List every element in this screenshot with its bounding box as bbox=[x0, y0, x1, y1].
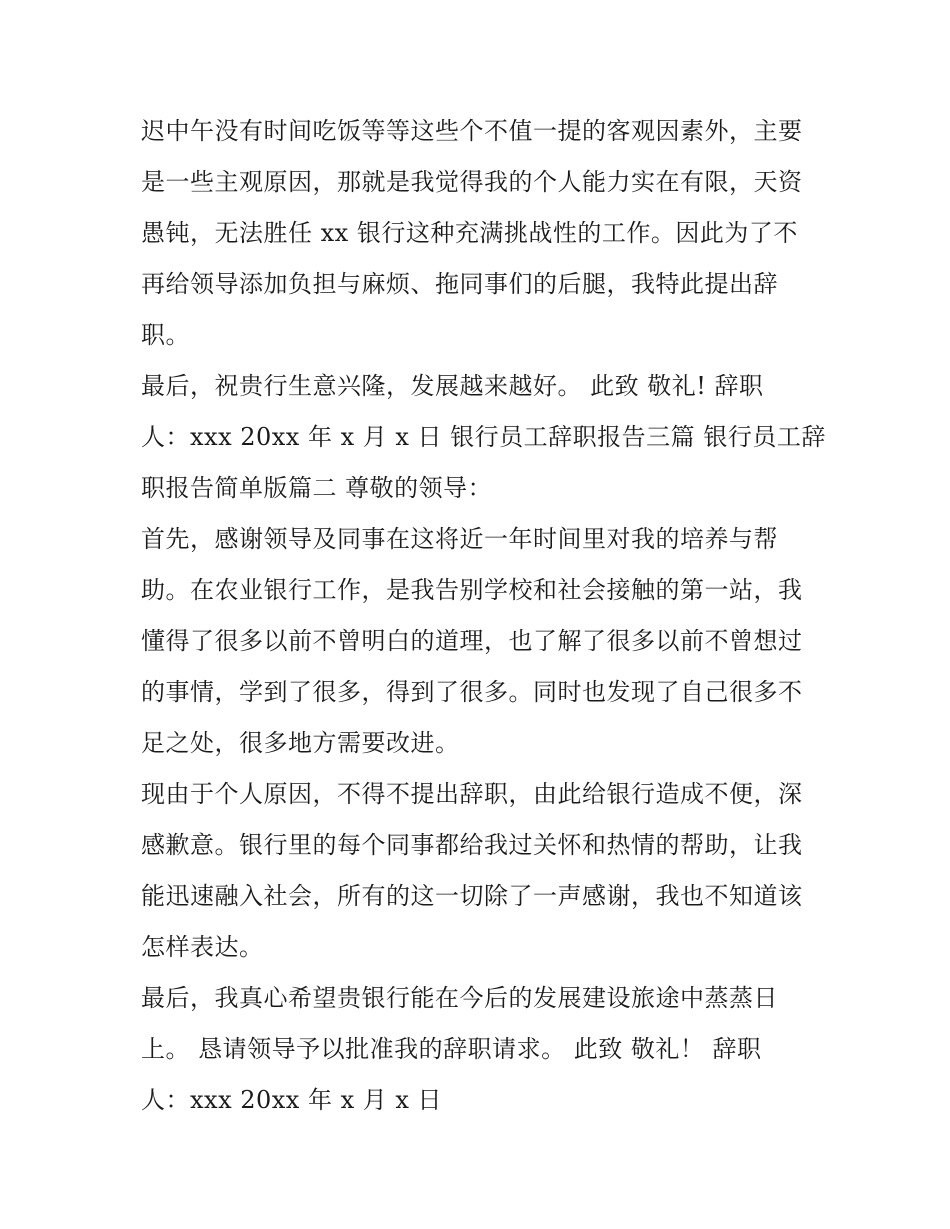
text-line: 最后，祝贵行生意兴隆，发展越来越好。 此致 敬礼! 辞职 bbox=[141, 372, 764, 400]
text-line: 助。在农业银行工作，是我告别学校和社会接触的第一站，我 bbox=[141, 576, 803, 604]
text-line: 最后，我真心希望贵银行能在今后的发展建设旅途中蒸蒸日 bbox=[141, 984, 778, 1012]
text-line: 再给领导添加负担与麻烦、拖同事们的后腿，我特此提出辞 bbox=[141, 270, 778, 298]
text-line: 职报告简单版篇二 尊敬的领导： bbox=[141, 474, 493, 502]
text-line: 能迅速融入社会，所有的这一切除了一声感谢，我也不知道该 bbox=[141, 882, 803, 910]
text-line: 足之处，很多地方需要改进。 bbox=[141, 729, 460, 757]
text-line: 上。 恳请领导予以批准我的辞职请求。 此致 敬礼！ 辞职 bbox=[141, 1035, 762, 1063]
text-line: 首先，感谢领导及同事在这将近一年时间里对我的培养与帮 bbox=[141, 525, 778, 553]
text-line: 迟中午没有时间吃饭等等这些个不值一提的客观因素外，主要 bbox=[141, 117, 803, 145]
text-line: 的事情，学到了很多，得到了很多。同时也发现了自己很多不 bbox=[141, 678, 803, 706]
text-line: 人：xxx 20xx 年 x 月 x 日 银行员工辞职报告三篇 银行员工辞 bbox=[141, 423, 826, 451]
text-line: 现由于个人原因，不得不提出辞职，由此给银行造成不便，深 bbox=[141, 780, 803, 808]
text-line: 人：xxx 20xx 年 x 月 x 日 bbox=[141, 1086, 443, 1114]
text-line: 是一些主观原因，那就是我觉得我的个人能力实在有限，天资 bbox=[141, 168, 803, 196]
text-line: 懂得了很多以前不曾明白的道理，也了解了很多以前不曾想过 bbox=[141, 627, 803, 655]
text-line: 愚钝，无法胜任 xx 银行这种充满挑战性的工作。因此为了不 bbox=[141, 219, 798, 247]
text-line: 怎样表达。 bbox=[141, 933, 264, 961]
text-line: 职。 bbox=[141, 321, 190, 349]
document-body bbox=[141, 106, 826, 1126]
text-line: 感歉意。银行里的每个同事都给我过关怀和热情的帮助，让我 bbox=[141, 831, 803, 859]
